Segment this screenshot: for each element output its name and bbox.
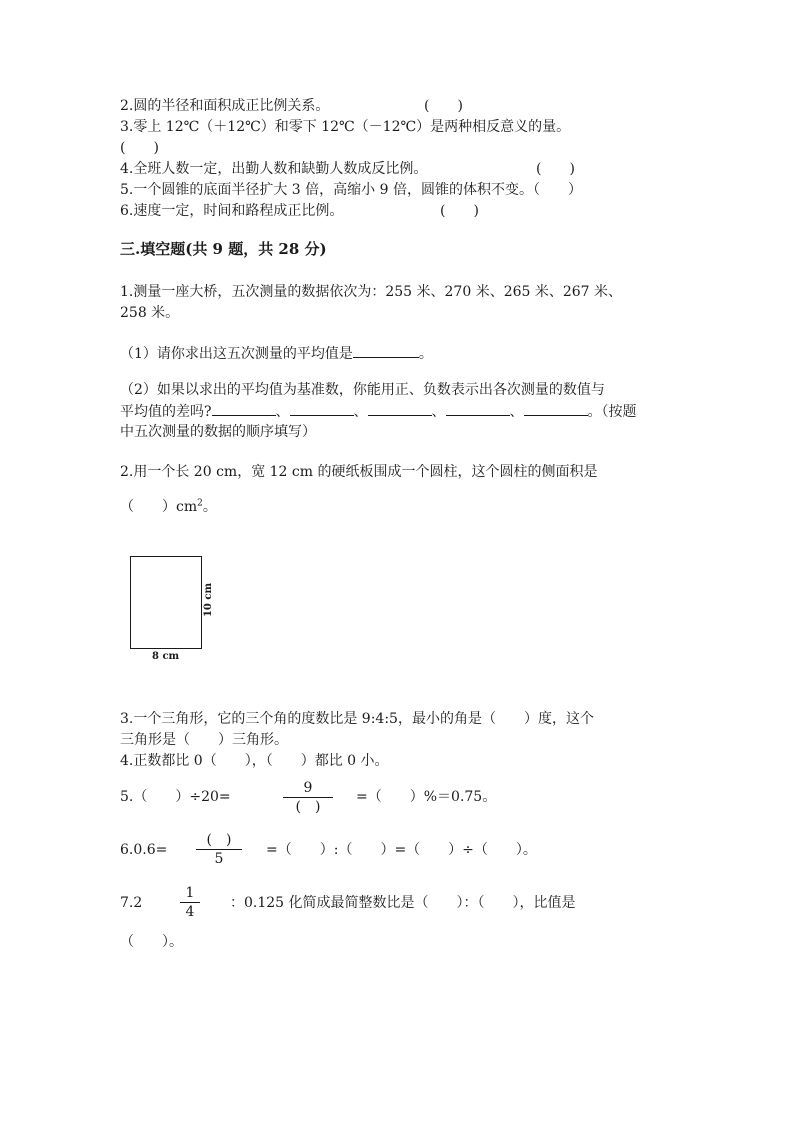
judge-q3-line1: 3.零上 12℃（＋12℃）和零下 12℃（－12℃）是两种相反意义的量。 bbox=[120, 119, 571, 135]
bottom-length-label: 8 cm bbox=[152, 651, 180, 662]
judge-q3-paren[interactable]: ( ) bbox=[120, 140, 159, 156]
section-title: 三.填空题(共 9 题，共 28 分) bbox=[120, 240, 327, 258]
fill-q7-fraction: 1 4 bbox=[180, 884, 200, 921]
fill-q5-post: =（ ）%＝0.75。 bbox=[356, 789, 497, 805]
answer-blank[interactable] bbox=[446, 401, 510, 416]
judge-q6: 6.速度一定，时间和路程成正比例。 bbox=[120, 203, 344, 219]
fill-q2-line1: 2.用一个长 20 cm，宽 12 cm 的硬纸板围成一个圆柱，这个圆柱的侧面积是 bbox=[120, 464, 598, 480]
fill-q6-pre: 6.0.6= bbox=[120, 842, 168, 858]
fill-q2-line2: （ ）$cm^2$。 bbox=[120, 498, 217, 515]
answer-blank[interactable] bbox=[290, 401, 354, 416]
fill-q7-post: ：0.125 化简成最简整数比是（ ）：（ ），比值是 bbox=[230, 895, 576, 911]
fill-q1-sub2-line3: 中五次测量的数据的顺序填写） bbox=[120, 424, 316, 440]
judge-q4: 4.全班人数一定，出勤人数和缺勤人数成反比例。 bbox=[120, 161, 428, 177]
fill-q3-line1: 3.一个三角形，它的三个角的度数比是 9:4:5，最小的角是（ ）度，这个 bbox=[120, 711, 594, 727]
judge-q2: 2.圆的半径和面积成正比例关系。 bbox=[120, 98, 330, 114]
fill-q5-fraction: 9 ( ) bbox=[283, 779, 333, 816]
fill-q3-line2: 三角形是（ ）三角形。 bbox=[120, 732, 288, 748]
answer-blank[interactable] bbox=[368, 401, 432, 416]
judge-q5: 5.一个圆锥的底面半径扩大 3 倍，高缩小 9 倍，圆锥的体积不变。（ ） bbox=[120, 182, 582, 198]
fill-q1-sub1: （1）请你求出这五次测量的平均值是 。 bbox=[120, 343, 433, 364]
rectangle-shape bbox=[130, 556, 202, 649]
judge-q6-paren[interactable]: ( ) bbox=[440, 203, 479, 219]
fill-q1-line1: 1.测量一座大桥，五次测量的数据依次为：255 米、270 米、265 米、267 米、 bbox=[120, 284, 623, 300]
fill-q1-line2: 258 米。 bbox=[120, 305, 180, 321]
answer-blank[interactable] bbox=[524, 401, 588, 416]
side-length-label: 10 cm bbox=[203, 582, 214, 618]
fill-q1-sub2-line1: （2）如果以求出的平均值为基准数，你能用正、负数表示出各次测量的数值与 bbox=[120, 382, 605, 398]
answer-blank[interactable] bbox=[212, 401, 276, 416]
answer-blank[interactable] bbox=[353, 343, 419, 358]
judge-q4-paren[interactable]: ( ) bbox=[536, 161, 575, 177]
fill-q6-fraction: ( ) 5 bbox=[196, 831, 242, 868]
fill-q5-pre: 5.（ ）÷20= bbox=[120, 789, 231, 805]
fill-q7-pre: 7.2 bbox=[120, 895, 143, 911]
judge-q2-paren[interactable]: ( ) bbox=[424, 98, 463, 114]
fill-q7-line2: （ ）。 bbox=[120, 934, 183, 950]
fill-q6-post: =（ ）:（ ）=（ ）÷（ ）。 bbox=[266, 842, 537, 858]
fill-q4: 4.正数都比 0（ ），（ ）都比 0 小。 bbox=[120, 753, 389, 769]
rectangle-figure bbox=[126, 552, 226, 672]
fill-q1-sub2-line2: 平均值的差吗? 、 、 、 、 。（按题 bbox=[120, 401, 637, 422]
